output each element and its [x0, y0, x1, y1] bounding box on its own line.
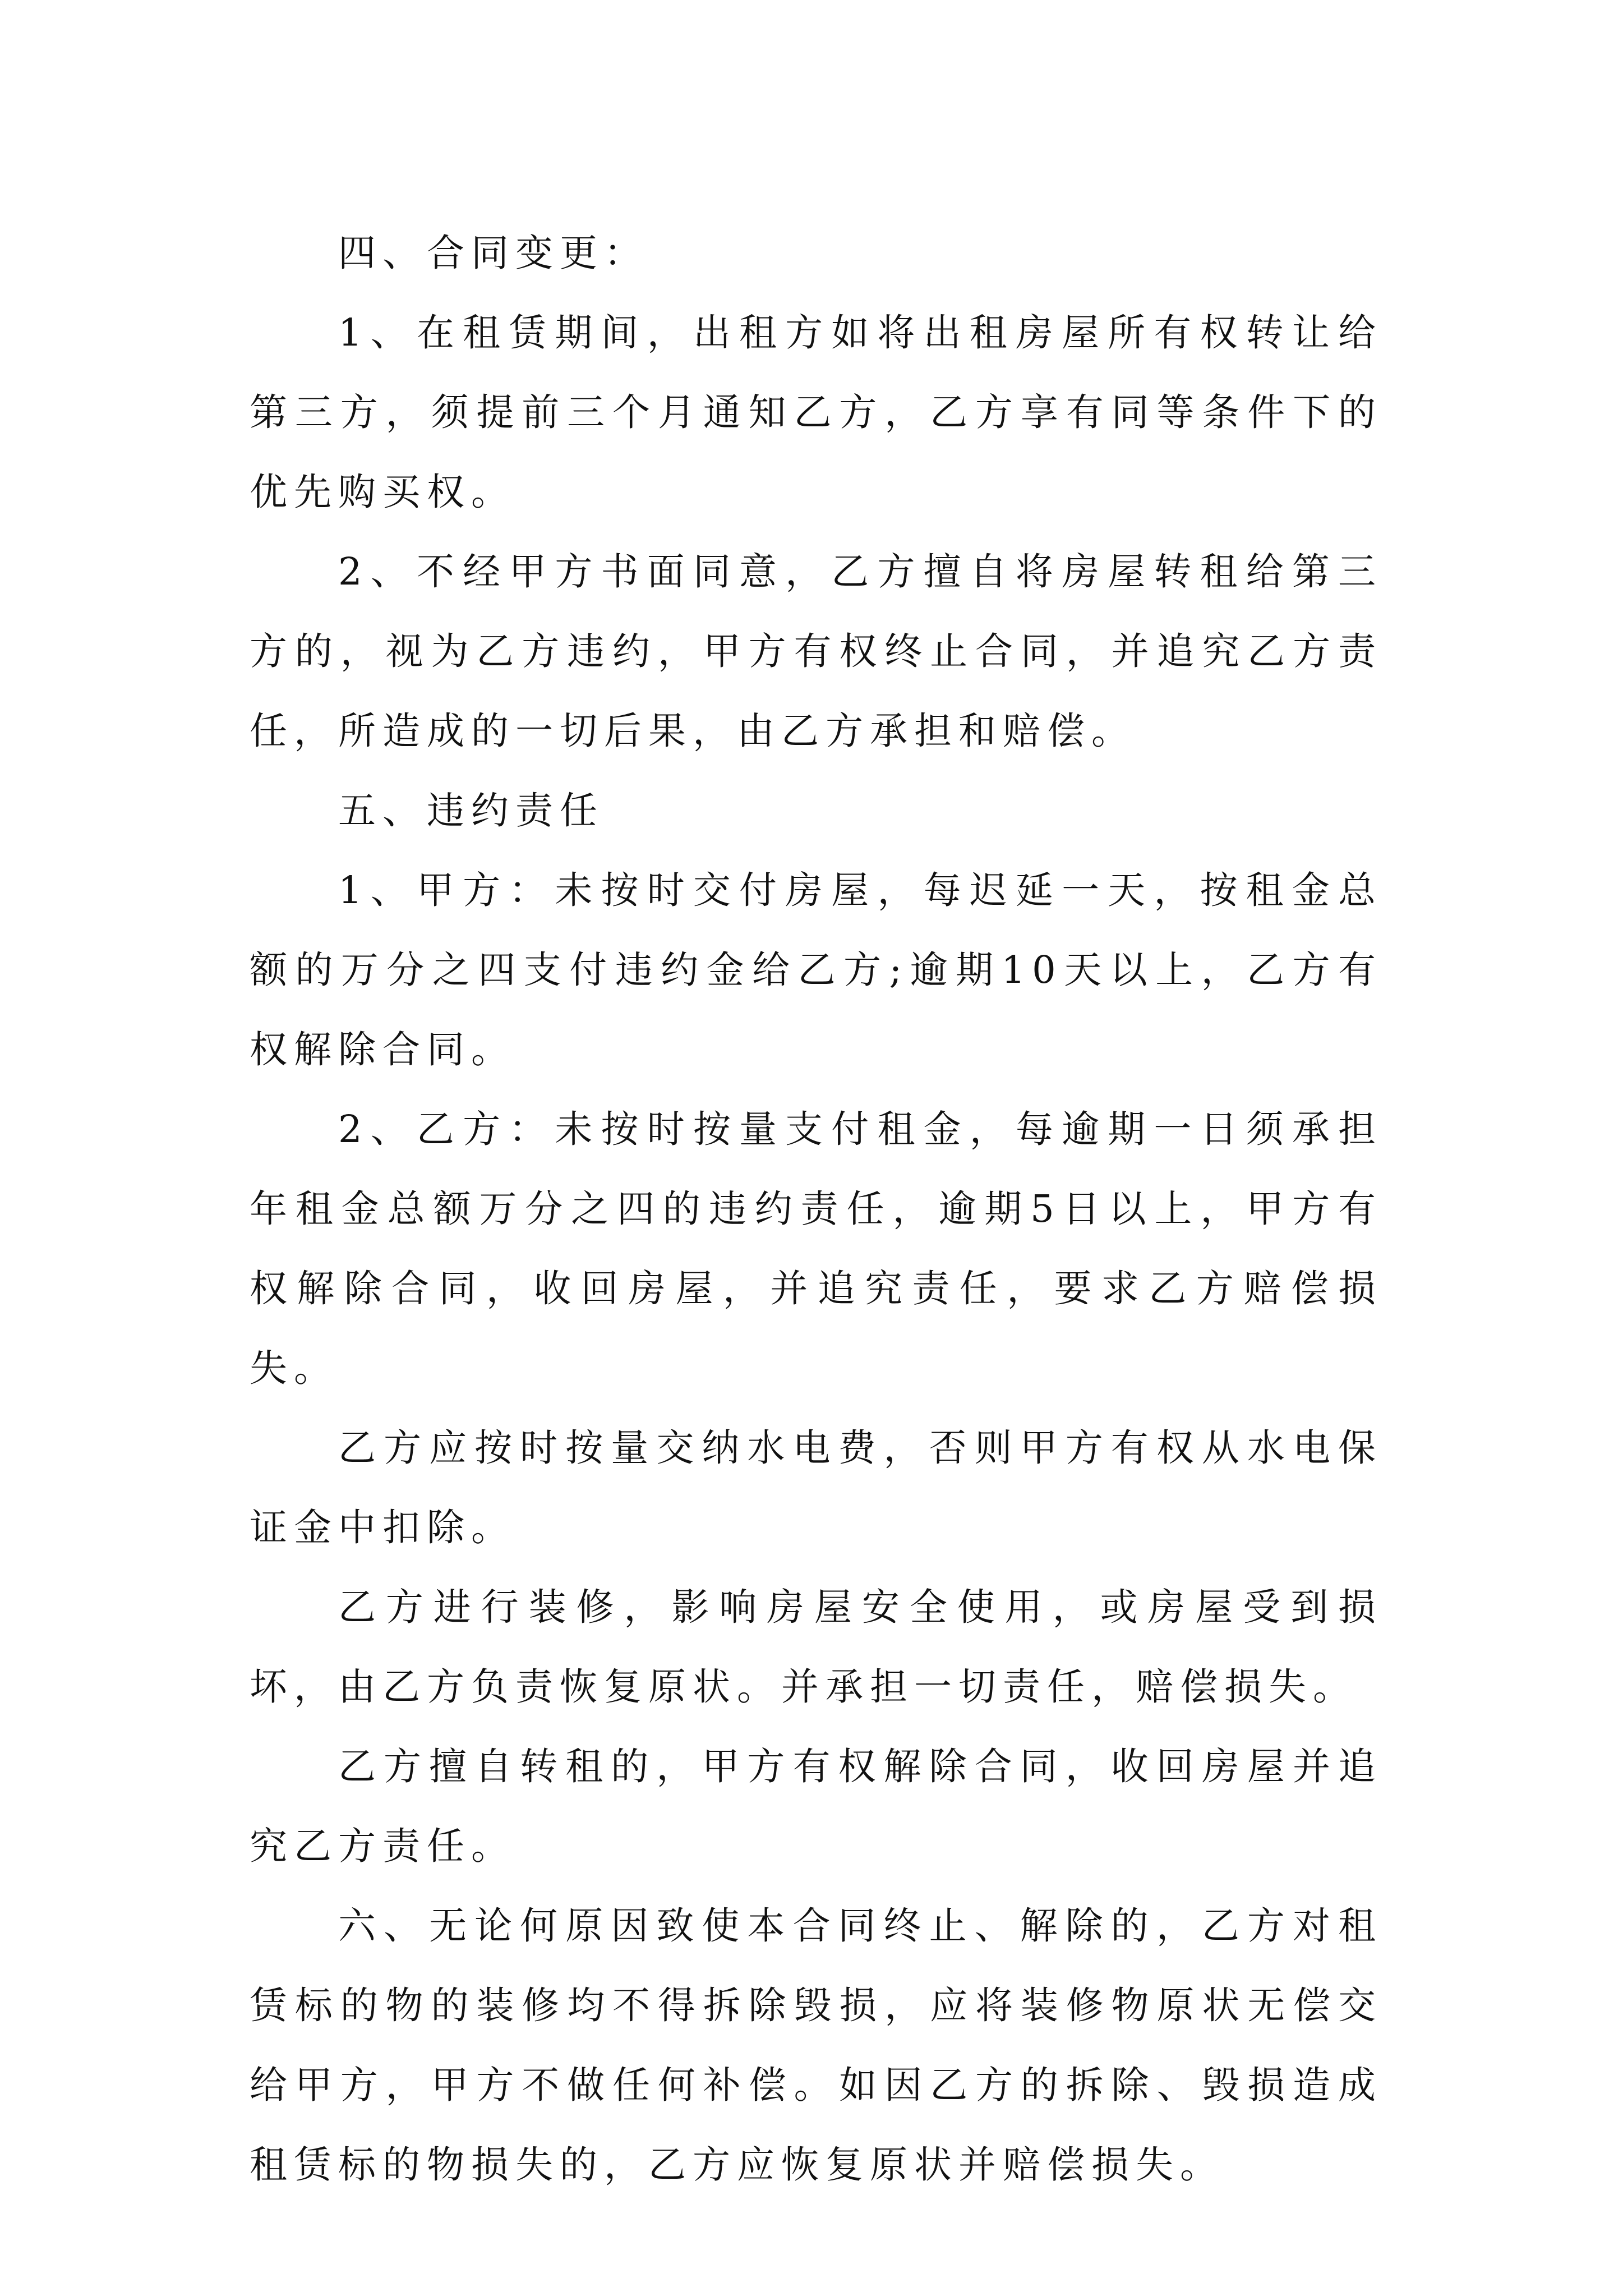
- clause-paragraph: 乙方应按时按量交纳水电费，否则甲方有权从水电保证金中扣除。: [250, 1426, 1382, 1549]
- clause-paragraph: 乙方擅自转租的，甲方有权解除合同，收回房屋并追究乙方责任。: [250, 1745, 1382, 1868]
- clause-paragraph: 2、不经甲方书面同意，乙方擅自将房屋转租给第三方的，视为乙方违约，甲方有权终止合同，并追究乙方责任，所造成的一切后果，由乙方承担和赔偿。: [250, 550, 1382, 753]
- section-heading-breach-liability: 五、违约责任: [338, 789, 604, 832]
- section-heading-contract-change: 四、合同变更：: [338, 231, 648, 275]
- clause-paragraph: 乙方进行装修，影响房屋安全使用，或房屋受到损坏，由乙方负责恢复原状。并承担一切责任，赔偿损失。: [250, 1585, 1382, 1709]
- clause-paragraph: 1、甲方：未按时交付房屋，每迟延一天，按租金总额的万分之四支付违约金给乙方;逾期10天以上，乙方有权解除合同。: [250, 868, 1382, 1071]
- clause-paragraph: 六、无论何原因致使本合同终止、解除的，乙方对租赁标的物的装修均不得拆除毁损，应将装修物原状无偿交给甲方，甲方不做任何补偿。如因乙方的拆除、毁损造成租赁标的物损失的，乙方应恢复原状并赔偿损失。: [250, 1904, 1382, 2187]
- clause-paragraph: 1、在租赁期间，出租方如将出租房屋所有权转让给第三方，须提前三个月通知乙方，乙方享有同等条件下的优先购买权。: [250, 311, 1382, 514]
- document-body: [250, 213, 1382, 2205]
- clause-paragraph: 2、乙方：未按时按量支付租金，每逾期一日须承担年租金总额万分之四的违约责任，逾期5日以上，甲方有权解除合同，收回房屋，并追究责任，要求乙方赔偿损失。: [250, 1107, 1382, 1390]
